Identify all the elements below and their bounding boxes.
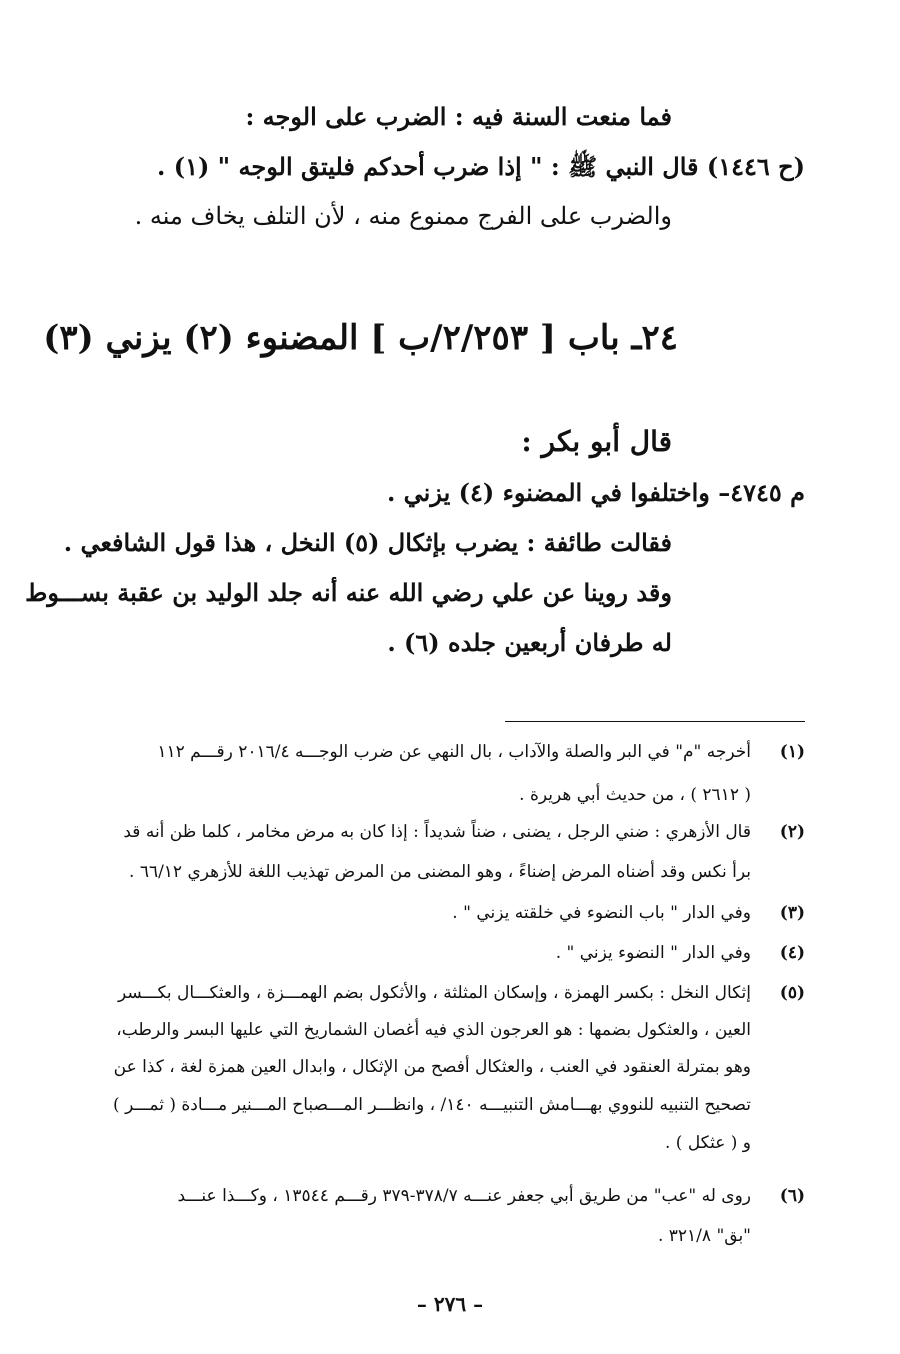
footnote-text: وهو بمترلة العنقود في العنب ، والعثكال أفصح من الإثكال ، وابدال العين همزة لغة ، كذا عن <box>113 1057 751 1077</box>
issue-line: م ٤٧٤٥– واختلفوا في المضنوء (٤) يزني . <box>386 478 805 507</box>
footnote-number: (٢) <box>779 822 805 842</box>
footnote-number: (٣) <box>779 903 805 923</box>
hadith-line: (ح ١٤٤٦) قال النبي ﷺ : " إذا ضرب أحدكم فليتق الوجه " (١) . <box>157 152 805 181</box>
footnote-3 <box>100 903 805 927</box>
footnote-text: وفي الدار " النضوء يزني " . <box>555 943 751 963</box>
footnote-2 <box>100 822 805 882</box>
section-line-4: له طرفان أربعين جلده (٦) . <box>387 628 672 657</box>
footnote-text: "بق" ٣٢١/٨ . <box>657 1226 751 1246</box>
footnote-number: (٦) <box>779 1186 805 1206</box>
footnote-text: أخرجه "م" في البر والصلة والآداب ، بال النهي عن ضرب الوجـــه ٢٠١٦/٤ رقـــم ١١٢ <box>157 742 751 762</box>
footnote-number: (١) <box>779 742 805 762</box>
section-line-3: وقد روينا عن علي رضي الله عنه أنه جلد الوليد بن عقبة بســـوط <box>25 578 672 607</box>
footnote-separator <box>505 721 805 722</box>
speaker-line: قال أبو بكر : <box>521 425 672 458</box>
footnote-number: (٥) <box>779 983 805 1003</box>
body-line-3: والضرب على الفرج ممنوع منه ، لأن التلف يخاف منه . <box>134 202 672 230</box>
footnote-text: روى له "عب" من طريق أبي جعفر عنـــه ٣٧٨/٧-٣٧٩ رقـــم ١٣٥٤٤ ، وكـــذا عنـــد <box>177 1186 751 1206</box>
footnote-text: إثكال النخل : بكسر الهمزة ، وإسكان المثلثة ، والأثكول بضم الهمـــزة ، والعثكـــال بكـــسر <box>118 983 751 1003</box>
body-line-1: فما منعت السنة فيه : الضرب على الوجه : <box>245 102 672 131</box>
section-line-2: فقالت طائفة : يضرب بإثكال (٥) النخل ، هذا قول الشافعي . <box>63 528 672 557</box>
footnote-text: و ( عثكل ) . <box>664 1133 751 1153</box>
footnote-5 <box>100 983 805 1173</box>
footnote-1 <box>100 742 805 805</box>
footnote-text: برأ نكس وقد أضناه المرض إضناءً ، وهو المضنى من المرض تهذيب اللغة للأزهري ٦٦/١٢ . <box>129 862 751 882</box>
footnote-text: قال الأزهري : ضني الرجل ، يضنى ، ضناً شديداً : إذا كان به مرض مخامر ، كلما ظن أنه قد <box>123 822 751 842</box>
footnote-text: ( ٢٦١٢ ) ، من حديث أبي هريرة . <box>519 785 751 805</box>
footnote-4 <box>100 943 805 967</box>
footnote-text: وفي الدار " باب النضوء في خلقته يزني " . <box>452 903 751 923</box>
footnote-text: العين ، والعثكول بضمها : هو العرجون الذي فيه أغصان الشماريخ التي عليها البسر والرطب، <box>116 1020 751 1040</box>
page-number: – ٢٧٦ – <box>416 1292 484 1316</box>
chapter-heading: ٢٤ـ باب [ ٢/٢٥٣/ب ] المضنوء (٢) يزني (٣) <box>43 318 678 358</box>
footnote-number: (٤) <box>779 943 805 963</box>
footnote-text: تصحيح التنبيه للنووي بهـــامش التنبيـــه ١٤٠/ ، وانظـــر المـــصباح المـــنير مـــادة ( ثمـــر ) <box>113 1095 751 1115</box>
footnote-6 <box>100 1186 805 1246</box>
